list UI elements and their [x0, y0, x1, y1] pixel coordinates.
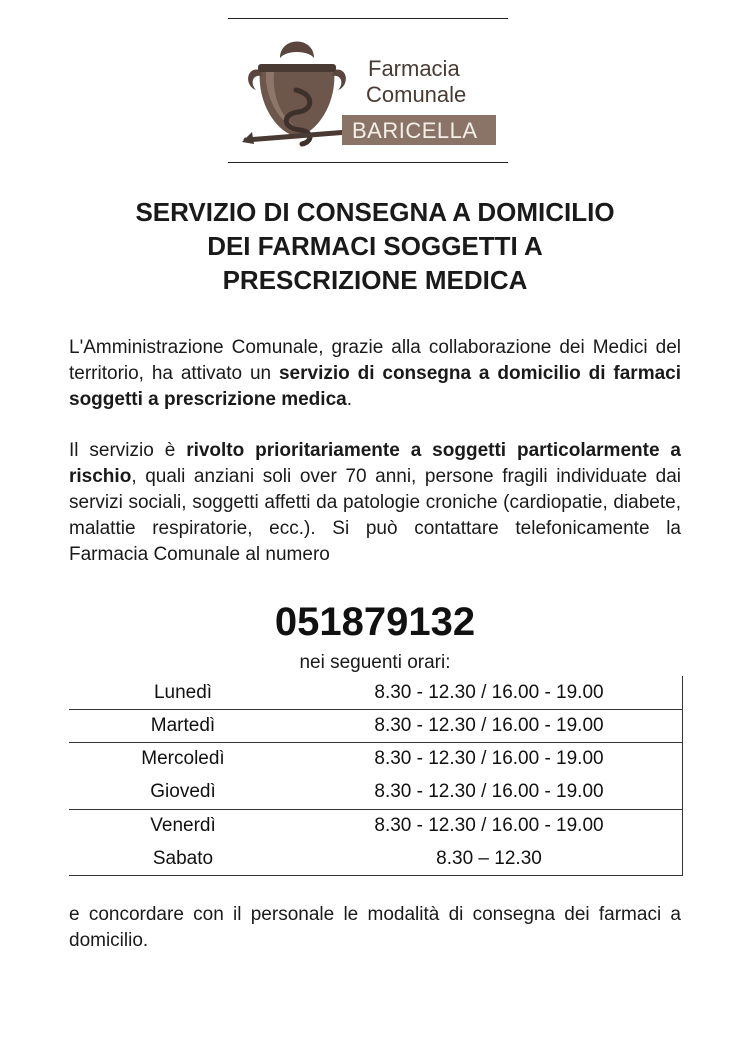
phone-number: 051879132 [274, 600, 476, 644]
day-cell: Mercoledì [141, 748, 225, 769]
intro-text-end: . [346, 389, 352, 410]
mortar-pestle-serpent-icon [242, 28, 352, 153]
table-row [69, 676, 683, 709]
day-cell: Giovedì [150, 781, 216, 802]
title-line: SERVIZIO DI CONSEGNA A DOMICILIO [135, 197, 615, 227]
time-cell: 8.30 - 12.30 / 16.00 - 19.00 [374, 781, 604, 802]
time-cell: 8.30 - 12.30 / 16.00 - 19.00 [374, 715, 604, 736]
table-row [69, 742, 683, 775]
service-bold-text: rivolto prioritariamente a soggetti particolarmente a rischio [69, 440, 681, 487]
service-text: Il servizio è [69, 440, 187, 461]
opening-hours-table [69, 676, 683, 876]
service-paragraph [69, 438, 681, 568]
table-row [69, 775, 683, 808]
intro-text: L'Amministrazione Comunale, grazie alla collaborazione dei Medici del territorio, ha attivato un [69, 337, 681, 384]
table-bottom-border [69, 875, 683, 876]
logo-text-comunale: Comunale [366, 82, 467, 107]
logo-top-divider [228, 18, 508, 19]
logo-banner-text: BARICELLA [352, 118, 478, 143]
time-cell: 8.30 - 12.30 / 16.00 - 19.00 [374, 815, 604, 836]
hours-intro: nei seguenti orari: [299, 652, 451, 673]
day-cell: Sabato [152, 848, 214, 869]
time-cell: 8.30 - 12.30 / 16.00 - 19.00 [374, 682, 604, 703]
table-row [69, 842, 683, 875]
pharmacy-logo [228, 18, 508, 164]
day-cell: Lunedì [153, 682, 213, 703]
time-cell: 8.30 – 12.30 [436, 848, 542, 869]
intro-bold-text: servizio di consegna a domicilio di farmaci soggetti a prescrizione medica [69, 363, 681, 410]
day-cell: Venerdì [150, 815, 216, 836]
day-cell: Martedì [150, 715, 216, 736]
table-row [69, 809, 683, 842]
logo-text-farmacia: Farmacia [368, 56, 460, 81]
logo-bottom-divider [228, 162, 508, 163]
table-row [69, 709, 683, 742]
title-line: DEI FARMACI SOGGETTI A [207, 231, 543, 261]
closing-paragraph: e concordare con il personale le modalità di consegna dei farmaci a domicilio. [69, 904, 681, 951]
intro-paragraph [69, 335, 681, 413]
page-title [0, 195, 750, 297]
title-line: PRESCRIZIONE MEDICA [222, 265, 528, 295]
service-text-rest: , quali anziani soli over 70 anni, persone fragili individuate dai servizi sociali, soggetti affetti da patologie croniche (cardiopatie, diabete, malattie respiratorie, ecc.). Si può contattare telefonicamente la Farmacia Comunale al numero [69, 466, 681, 565]
time-cell: 8.30 - 12.30 / 16.00 - 19.00 [374, 748, 604, 769]
